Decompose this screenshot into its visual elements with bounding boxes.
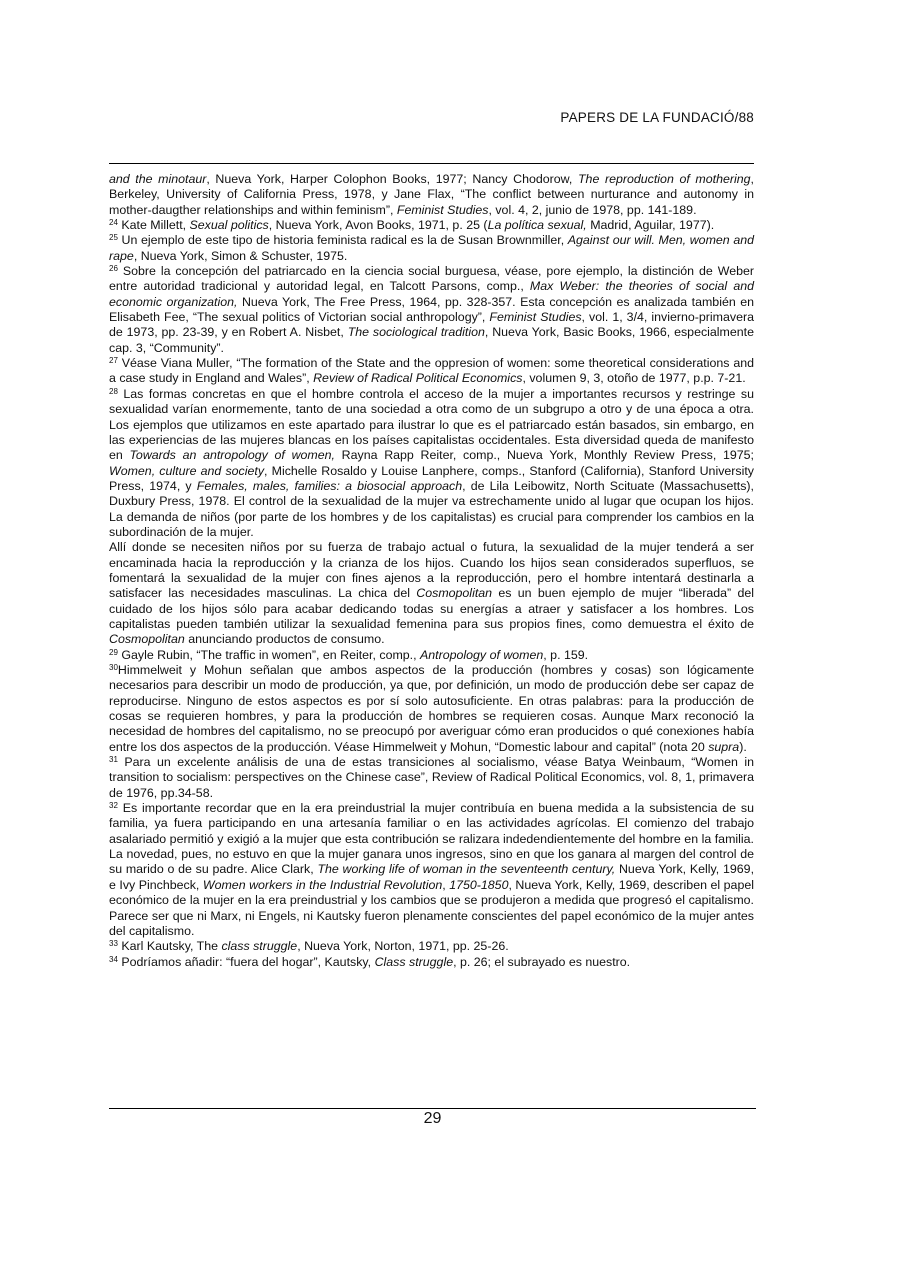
- footnote-text: Gayle Rubin, “The traffic in women”, en Reiter, comp., Antropology of women, p. 159.: [117, 647, 589, 662]
- footnote-text: Las formas concretas en que el hombre controla el acceso de la mujer a importantes recursos y restringe su sexualidad varían enormemente, tanto de una sociedad a otra como de un subgrupo a otro y de una época a otra. Los ejemplos que utilizamos en este apartado para ilustrar lo que es el patriarcado están basados, sin embargo, en las experiencias de las mujeres blancas en los países capitalistas occidentales. Esta diversidad queda de manifesto en Towards an antropology of women, Rayna Rapp Reiter, comp., Nueva York, Monthly Review Press, 1975; Women, culture and society, Michelle Rosaldo y Louise Lanphere, comps., Stanford (California), Stanford University Press, 1974, y Females, males, families: a biosocial approach, de Lila Leibowitz, North Scituate (Massachusetts), Duxbury Press, 1978. El control de la sexualidad de la mujer va estrechamente unido al lugar que ocupan los hijos. La demanda de niños (por parte de los hombres y de los capitalistas) es crucial para comprender los cambios en la subordinación de la mujer.: [109, 386, 754, 539]
- footnote-text: Karl Kautsky, The class struggle, Nueva York, Norton, 1971, pp. 25-26.: [117, 939, 509, 954]
- footnote-text: Sobre la concepción del patriarcado en la ciencia social burguesa, véase, pore ejemplo, la distinción de Weber entre autoridad tradicional y autoridad legal, en Talcott Parsons, comp., Max Weber: the theories of social and economic organization, Nueva York, The Free Press, 1964, pp. 328-357. Esta concepción es analizada también en Elisabeth Fee, “The sexual politics of Victorian social anthropology”, Feminist Studies, vol. 1, 3/4, invierno-primavera de 1973, pp. 23-39, y en Robert A. Nisbet, The sociological tradition, Nueva York, Basic Books, 1966, especialmente cap. 3, “Community”.: [109, 264, 754, 355]
- footnote: [109, 233, 754, 264]
- footnote-text: Véase Viana Muller, “The formation of the State and the oppresion of women: some theoretical considerations and a case study in England and Wales”, Review of Radical Political Economics, volumen 9, 3, otoño de 1977, p.p. 7-21.: [109, 356, 754, 386]
- footnote-text: Un ejemplo de este tipo de historia feminista radical es la de Susan Brownmiller, Against our will. Men, women and rape, Nueva York, Simon & Schuster, 1975.: [109, 233, 754, 263]
- footnote-mark: 31: [109, 755, 118, 765]
- footnotes: [109, 172, 754, 970]
- footnote-mark: 25: [109, 233, 118, 243]
- footnote: [109, 939, 754, 954]
- page-number: 29: [423, 1110, 442, 1127]
- footnote-separator: [109, 163, 754, 164]
- footnote: [109, 540, 754, 647]
- footnote: [109, 264, 754, 356]
- footnote-mark: 33: [109, 939, 118, 949]
- footnote: [109, 801, 754, 939]
- footnote-mark: 32: [109, 801, 118, 811]
- footnote: [109, 663, 754, 755]
- footnote-mark: 29: [109, 647, 118, 657]
- footnote-text: and the minotaur, Nueva York, Harper Colophon Books, 1977; Nancy Chodorow, The reproduction of mothering, Berkeley, University of California Press, 1978, y Jane Flax, “The conflict between nurturance and autonomy in mother-daugther relationships and within feminism”, Feminist Studies, vol. 4, 2, junio de 1978, pp. 141-189.: [109, 172, 754, 217]
- running-header: PAPERS DE LA FUNDACIÓ/88: [560, 110, 754, 125]
- footnote-text: Himmelweit y Mohun señalan que ambos aspectos de la producción (hombres y cosas) son lógicamente necesarios para describir un modo de producción, ya que, por definición, un modo de producción debe ser capaz de reproducirse. Ninguno de estos aspectos es por sí solo autosuficiente. En otras palabras: para la producción de cosas se requieren hombres, y para la producción de hombres se requieren cosas. Aunque Marx reconoció la necesidad de hombres del capitalismo, no se preocupó por averiguar cómo eran producidos o qué conexiones había entre los dos aspectos de la producción. Véase Himmelweit y Mohun, “Domestic labour and capital” (nota 20 supra).: [109, 663, 754, 754]
- footnote-mark: 28: [109, 386, 118, 396]
- footnote-text: Es importante recordar que en la era preindustrial la mujer contribuía en buena medida a la subsistencia de su familia, ya fuera participando en una artesanía familiar o en las actividades agrícolas. El comienzo del trabajo asalariado permitió y exigió a la mujer que esta contribución se ralizara indedendientemente del hombre en la familia. La novedad, pues, no estuvo en que la mujer ganara unos ingresos, sino en que los ganara al margen del control de su marido o de su padre. Alice Clark, The working life of woman in the seventeenth century, Nueva York, Kelly, 1969, e Ivy Pinchbeck, Women workers in the Industrial Revolution, 1750-1850, Nueva York, Kelly, 1969, describen el papel económico de la mujer en la era preindustrial y los cambios que se produjeron a medida que progresó el capitalismo. Parece ser que ni Marx, ni Engels, ni Kautsky fueron plenamente conscientes del papel económico de la mujer antes del capitalismo.: [109, 801, 755, 938]
- footnote-mark: 26: [109, 264, 118, 274]
- footnote: [109, 172, 754, 218]
- footnote: [109, 356, 754, 387]
- footnote-text: Podríamos añadir: “fuera del hogar”, Kautsky, Class struggle, p. 26; el subrayado es nuestro.: [117, 954, 631, 969]
- footnote: [109, 387, 754, 540]
- footnote: [109, 218, 754, 233]
- footnote-mark: 27: [109, 356, 118, 366]
- footnote-mark: 24: [109, 218, 118, 228]
- footnote-text: Kate Millett, Sexual politics, Nueva York, Avon Books, 1971, p. 25 (La política sexual, Madrid, Aguilar, 1977).: [117, 218, 715, 233]
- footnote: [109, 755, 754, 801]
- footnote-text: Para un excelente análisis de una de estas transiciones al socialismo, véase Batya Weinbaum, “Women in transition to socialism: perspectives on the Chinese case”, Review of Radical Political Economics, vol. 8, 1, primavera de 1976, pp.34-58.: [109, 755, 754, 800]
- footer-rule: [109, 1108, 756, 1109]
- footnote-mark: 30: [109, 663, 118, 672]
- footnote-text: Allí donde se necesiten niños por su fuerza de trabajo actual o futura, la sexualidad de la mujer tenderá a ser encaminada hacia la reproducción y la crianza de los hijos. Cuando los hijos sean considerados superfluos, se fomentará la sexualidad de la mujer con fines ajenos a la reproducción, pero el hombre intentará destinarla a satisfacer las necesidades masculinas. La chica del Cosmopolitan es un buen ejemplo de mujer “liberada” del cuidado de los hijos sólo para acabar dedicando todas su energías a atraer y satisfacer a los hombres. Los capitalistas pueden también utilizar la sexualidad femenina para sus propios fines, como demuestra el éxito de Cosmopolitan anunciando productos de consumo.: [109, 540, 754, 647]
- footnote: [109, 955, 754, 970]
- footnote: [109, 648, 754, 663]
- footnote-mark: 34: [109, 954, 118, 964]
